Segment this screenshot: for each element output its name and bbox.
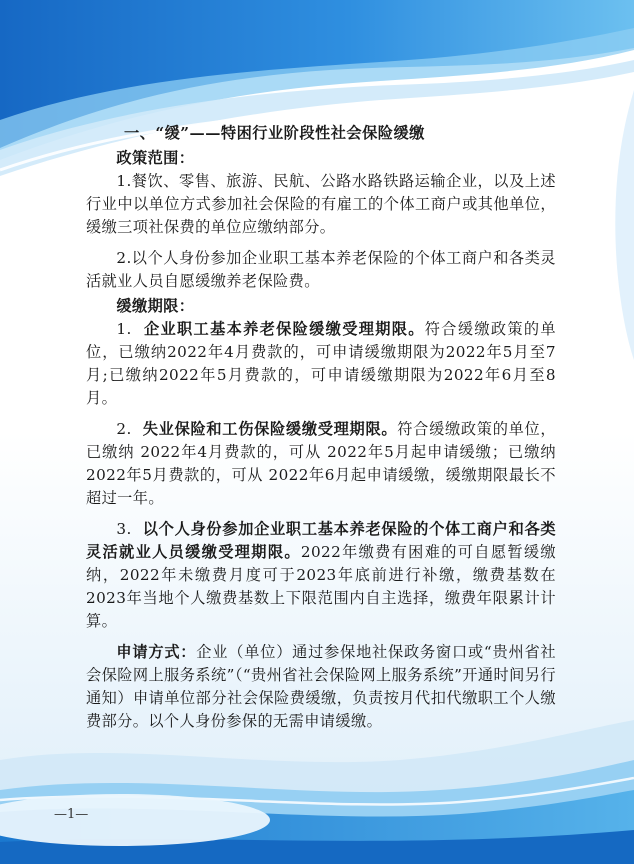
- scope-label: 政策范围：: [116, 149, 195, 167]
- document-body: [86, 122, 556, 733]
- period-item-3-title: 以个人身份参加企业职工基本养老保险的个体工商户和各类灵活就业人员缓缴受理期限。: [86, 520, 556, 561]
- period-item-2-title: 失业保险和工伤保险缓缴受理期限。: [142, 420, 398, 438]
- period-item-1: [86, 318, 556, 410]
- apply-paragraph: [86, 641, 556, 733]
- period-item-3-text: 2022年缴费有困难的可自愿暂缓缴纳，2022年未缴费月度可于2023年底前进行补缴，缴费基数在2023年当地个人缴费基数上下限范围内自主选择，缴费年限累计计算。: [86, 543, 556, 630]
- period-item-1-num: 1.: [116, 320, 132, 338]
- scope-item-2: 2.以个人身份参加企业职工基本养老保险的个体工商户和各类灵活就业人员自愿缓缴养老保险费。: [86, 249, 556, 290]
- period-item-3: [86, 518, 556, 633]
- period-item-1-text: 符合缓缴政策的单位，已缴纳2022年4月费款的，可申请缓缴期限为2022年5月至7月;已缴纳2022年5月费款的，可申请缓缴期限为2022年6月至8月。: [86, 320, 556, 407]
- apply-label: 申请方式：: [116, 643, 197, 661]
- period-item-3-num: 3.: [116, 520, 132, 538]
- section-heading: 一、“缓”——特困行业阶段性社会保险缓缴: [124, 124, 425, 142]
- page-number: —1—: [54, 807, 89, 822]
- scope-item-1: 1.餐饮、零售、旅游、民航、公路水路铁路运输企业，以及上述行业中以单位方式参加社会保险的有雇工的个体工商户或其他单位，缓缴三项社保费的单位应缴纳部分。: [86, 172, 556, 236]
- period-item-2: [86, 418, 556, 510]
- apply-text: 企业（单位）通过参保地社保政务窗口或“贵州省社会保险网上服务系统”（“贵州省社会保险网上服务系统”开通时间另行通知）申请单位部分社会保险费缓缴，负责按月代扣代缴职工个人缴费部分。以个人身份参保的无需申请缓缴。: [86, 643, 557, 730]
- period-label: 缓缴期限：: [116, 297, 195, 315]
- period-item-2-num: 2.: [116, 420, 132, 438]
- period-item-1-title: 企业职工基本养老保险缓缴受理期限。: [144, 320, 425, 338]
- period-item-2-text: 符合缓缴政策的单位，已缴纳 2022年4月费款的，可从 2022年5月起申请缓缴；已缴纳 2022年5月费款的，可从 2022年6月起申请缓缴，缓缴期限最长不超过一年。: [86, 420, 556, 507]
